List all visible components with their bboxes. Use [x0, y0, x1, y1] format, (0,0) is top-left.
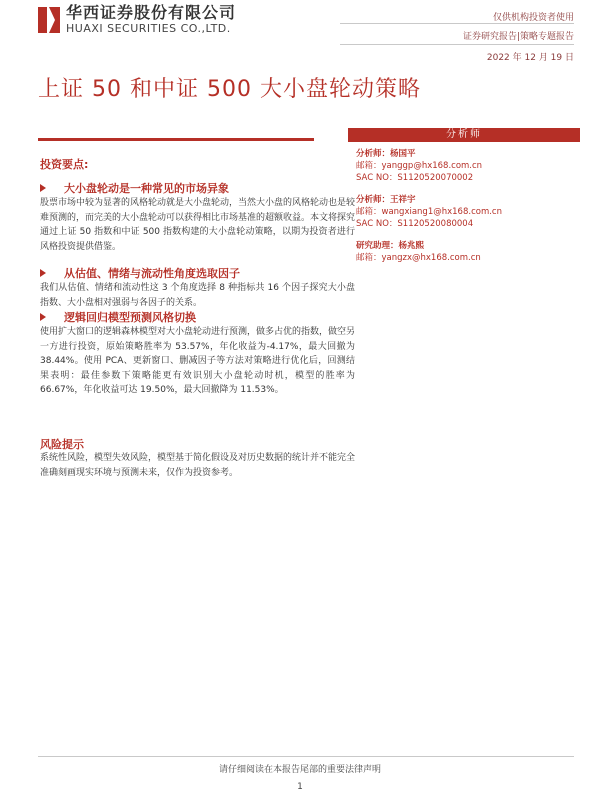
company-name-cn: 华西证券股份有限公司	[66, 3, 237, 22]
report-type-tag: 证券研究报告|策略专题报告	[462, 32, 574, 42]
page-number: 1	[297, 782, 303, 792]
bullet-triangle-icon	[40, 269, 46, 277]
company-logo	[38, 4, 236, 36]
audience-tag: 仅供机构投资者使用	[492, 13, 574, 23]
analyst-email: 邮箱：yanggp@hx168.com.cn	[356, 161, 483, 171]
summary-point-title: 从估值、情绪与流动性角度选取因子	[40, 265, 240, 281]
analyst-card	[356, 194, 580, 230]
bullet-triangle-icon	[40, 313, 46, 321]
analyst-email: 邮箱：wangxiang1@hx168.com.cn	[356, 207, 502, 217]
legal-disclaimer: 请仔细阅读在本报告尾部的重要法律声明	[218, 765, 381, 775]
risk-heading: 风险提示	[40, 438, 84, 451]
analyst-sac: SAC NO：S1120520080004	[356, 219, 474, 229]
summary-point-body: 使用扩大窗口的逻辑森林模型对大小盘轮动进行预测，做多占优的指数，做空另一方进行投资，原始策略胜率为 53.57%，年化收益为-4.17%，最大回撤为 38.44%。使用 PCA、更新窗口、删减因子等方法对策略进行优化后，回测结果表明：最佳参数下策略能更有效识别大小盘轮动时机，模型的胜率为 66.67%，年化收益可达 19.50%，最大回撤降为 11.53%。	[40, 327, 356, 396]
header-divider	[340, 23, 574, 24]
sidebar-heading: 分析师	[348, 128, 580, 142]
analyst-sidebar	[348, 128, 580, 264]
analyst-card	[356, 240, 580, 264]
analyst-sac: SAC NO：S1120520070002	[356, 173, 474, 183]
analyst-name: 分析师：王祥宇	[356, 195, 416, 205]
bullet-triangle-icon	[40, 184, 46, 192]
report-date: 2022 年 12 月 19 日	[486, 53, 574, 63]
company-name-en: HUAXI SECURITIES CO.,LTD.	[66, 22, 231, 35]
huaxi-logo-icon	[38, 7, 60, 33]
analyst-email: 邮箱：yangzx@hx168.com.cn	[356, 253, 481, 263]
analyst-name: 研究助理：杨兆熙	[356, 241, 425, 251]
header-divider	[340, 44, 574, 45]
summary-point-title: 逻辑回归模型预测风格切换	[40, 309, 196, 325]
report-title: 上证 50 和中证 500 大小盘轮动策略	[38, 77, 421, 102]
summary-point-body: 我们从估值、情绪和流动性这 3 个角度选择 8 种指标共 16 个因子探究大小盘指数、大小盘相对强弱与各因子的关系。	[40, 283, 355, 308]
analyst-name: 分析师：杨国平	[356, 149, 416, 159]
title-divider	[38, 138, 314, 141]
summary-point-title: 大小盘轮动是一种常见的市场异象	[40, 180, 229, 196]
footer-divider	[38, 756, 574, 757]
summary-point-body: 股票市场中较为显著的风格轮动就是大小盘轮动，当然大小盘的风格轮动也是较难预测的，而完美的大小盘轮动可以获得相比市场基准的超额收益。本文将探究通过上证 50 指数和中证 500 指数构建的大小盘轮动策略，以期为投资者进行风格投资提供借鉴。	[40, 198, 356, 252]
analyst-card	[356, 148, 580, 184]
summary-heading: 投资要点:	[40, 158, 89, 171]
risk-body: 系统性风险，模型失效风险，模型基于简化假设及对历史数据的统计并不能完全准确刻画现实环境与预测未来，仅作为投资参考。	[40, 453, 356, 478]
